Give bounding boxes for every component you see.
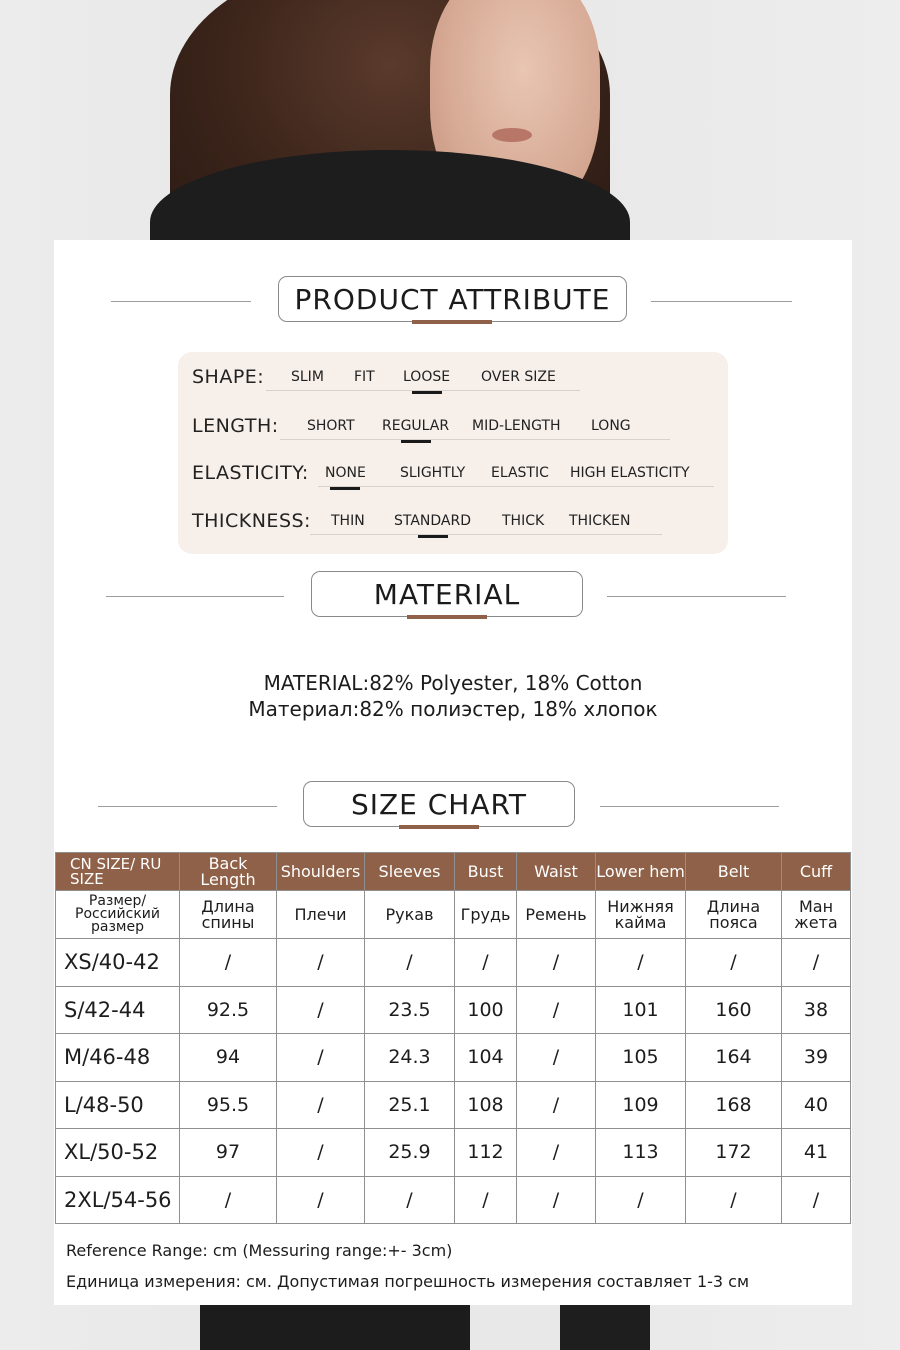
table-cell: 100	[455, 986, 517, 1034]
table-cell: /	[365, 1176, 455, 1224]
attr-row-length	[192, 413, 728, 443]
col-header-waist: Waist	[517, 853, 596, 891]
table-cell: 39	[782, 1034, 851, 1082]
col-header-sleeves: Sleeves	[365, 853, 455, 891]
table-row	[56, 986, 851, 1034]
table-cell-size: 2XL/54-56	[56, 1176, 180, 1224]
heading-rule-left	[106, 596, 284, 597]
heading-rule-left	[111, 301, 251, 302]
attr-key-elasticity: ELASTICITY:	[192, 462, 309, 484]
table-cell-size: S/42-44	[56, 986, 180, 1034]
attr-option-mid-length: MID-LENGTH	[472, 418, 561, 434]
attr-option-high-elasticity: HIGH ELASTICITY	[570, 465, 690, 481]
table-cell: 105	[596, 1034, 686, 1082]
footnote-en: Reference Range: cm (Messuring range:+- 3cm)	[66, 1241, 453, 1260]
table-cell: 160	[686, 986, 782, 1034]
material-title: MATERIAL	[311, 571, 583, 617]
table-cell: /	[455, 1176, 517, 1224]
col-header-belt: Belt	[686, 853, 782, 891]
attr-line	[280, 439, 670, 440]
table-cell: 168	[686, 1081, 782, 1129]
table-cell: 97	[180, 1129, 277, 1177]
table-cell: /	[517, 1034, 596, 1082]
attr-key-length: LENGTH:	[192, 415, 279, 437]
col-header-ru: Ремень	[517, 891, 596, 939]
table-cell: 25.1	[365, 1081, 455, 1129]
table-row	[56, 939, 851, 987]
table-cell: /	[277, 1034, 365, 1082]
col-header-back-length: Back Length	[180, 853, 277, 891]
table-cell: /	[277, 986, 365, 1034]
footnote-ru: Единица измерения: см. Допустимая погрешность измерения составляет 1-3 см	[66, 1272, 750, 1291]
table-cell: 104	[455, 1034, 517, 1082]
table-cell: 25.9	[365, 1129, 455, 1177]
table-row	[56, 1176, 851, 1224]
table-cell: 40	[782, 1081, 851, 1129]
table-cell-size: XL/50-52	[56, 1129, 180, 1177]
material-text-ru: Материал:82% полиэстер, 18% хлопок	[248, 697, 658, 721]
heading-rule-left	[98, 806, 277, 807]
attr-option-loose-selected: LOOSE	[403, 369, 451, 385]
table-cell: 23.5	[365, 986, 455, 1034]
product-info-card	[54, 240, 852, 1305]
heading-accent-bar	[407, 615, 487, 619]
attr-option-short: SHORT	[307, 418, 355, 434]
col-header-ru: Ман жета	[782, 891, 851, 939]
col-header-lower-hem: Lower hem	[596, 853, 686, 891]
col-header-size: CN SIZE/ RU SIZE	[56, 853, 180, 891]
attr-option-thick: THICK	[502, 513, 545, 529]
table-cell: /	[277, 1081, 365, 1129]
attr-option-elastic: ELASTIC	[491, 465, 549, 481]
table-cell: /	[277, 1129, 365, 1177]
table-cell: 164	[686, 1034, 782, 1082]
table-cell: /	[782, 939, 851, 987]
size-chart-title: SIZE CHART	[303, 781, 575, 827]
attr-option-thicken: THICKEN	[569, 513, 631, 529]
product-attribute-title: PRODUCT ATTRIBUTE	[278, 276, 627, 322]
col-header-ru: Грудь	[455, 891, 517, 939]
material-heading	[54, 571, 852, 621]
table-cell: /	[686, 939, 782, 987]
table-cell: 172	[686, 1129, 782, 1177]
table-row	[56, 1129, 851, 1177]
table-cell-size: M/46-48	[56, 1034, 180, 1082]
attribute-panel	[178, 352, 728, 554]
heading-rule-right	[607, 596, 786, 597]
table-cell: 108	[455, 1081, 517, 1129]
table-cell: /	[596, 1176, 686, 1224]
table-cell: 113	[596, 1129, 686, 1177]
table-cell: 24.3	[365, 1034, 455, 1082]
attr-key-shape: SHAPE:	[192, 366, 265, 388]
material-text-en: MATERIAL:82% Polyester, 18% Cotton	[263, 671, 643, 695]
table-cell: /	[596, 939, 686, 987]
model-lips	[492, 128, 532, 142]
table-cell: /	[365, 939, 455, 987]
heading-rule-right	[651, 301, 792, 302]
heading-accent-bar	[412, 320, 492, 324]
table-cell: /	[180, 939, 277, 987]
size-table-header-en	[56, 853, 851, 891]
product-attribute-heading	[54, 276, 852, 326]
col-header-ru-size: Размер/ Российский размер	[56, 891, 180, 939]
table-cell: /	[517, 1176, 596, 1224]
col-header-ru: Длина пояса	[686, 891, 782, 939]
table-cell: 112	[455, 1129, 517, 1177]
size-table-header-ru	[56, 891, 851, 939]
table-cell: /	[455, 939, 517, 987]
table-cell: /	[277, 1176, 365, 1224]
attr-line	[310, 534, 662, 535]
table-cell: /	[277, 939, 365, 987]
attr-option-fit: FIT	[354, 369, 375, 385]
table-row	[56, 1034, 851, 1082]
col-header-ru: Длина спины	[180, 891, 277, 939]
col-header-ru: Рукав	[365, 891, 455, 939]
table-row	[56, 1081, 851, 1129]
attr-row-shape	[192, 364, 728, 394]
size-chart-heading	[54, 781, 852, 831]
col-header-cuff: Cuff	[782, 853, 851, 891]
attr-option-none-selected: NONE	[325, 465, 366, 481]
attr-option-oversize: OVER SIZE	[481, 369, 556, 385]
heading-accent-bar	[399, 825, 479, 829]
table-cell: /	[517, 939, 596, 987]
col-header-bust: Bust	[455, 853, 517, 891]
heading-rule-right	[600, 806, 779, 807]
attr-row-elasticity	[192, 460, 728, 490]
attr-key-thickness: THICKNESS:	[192, 510, 311, 532]
table-cell: /	[517, 1129, 596, 1177]
attr-option-regular-selected: REGULAR	[382, 418, 450, 434]
table-cell: 94	[180, 1034, 277, 1082]
table-cell-size: L/48-50	[56, 1081, 180, 1129]
table-cell: 92.5	[180, 986, 277, 1034]
table-cell: /	[180, 1176, 277, 1224]
table-cell-size: XS/40-42	[56, 939, 180, 987]
col-header-ru: Плечи	[277, 891, 365, 939]
attr-option-slim: SLIM	[291, 369, 324, 385]
attr-option-standard-selected: STANDARD	[394, 513, 472, 529]
attr-option-thin: THIN	[331, 513, 365, 529]
attr-option-slightly: SLIGHTLY	[400, 465, 466, 481]
col-header-shoulders: Shoulders	[277, 853, 365, 891]
size-chart-table	[55, 852, 851, 1224]
table-cell: /	[686, 1176, 782, 1224]
attr-line	[318, 486, 714, 487]
attr-option-long: LONG	[591, 418, 631, 434]
table-cell: /	[517, 986, 596, 1034]
table-cell: /	[782, 1176, 851, 1224]
table-cell: 109	[596, 1081, 686, 1129]
attr-row-thickness	[192, 508, 728, 538]
col-header-ru: Нижняя кайма	[596, 891, 686, 939]
table-cell: /	[517, 1081, 596, 1129]
table-cell: 41	[782, 1129, 851, 1177]
table-cell: 101	[596, 986, 686, 1034]
table-cell: 38	[782, 986, 851, 1034]
table-cell: 95.5	[180, 1081, 277, 1129]
